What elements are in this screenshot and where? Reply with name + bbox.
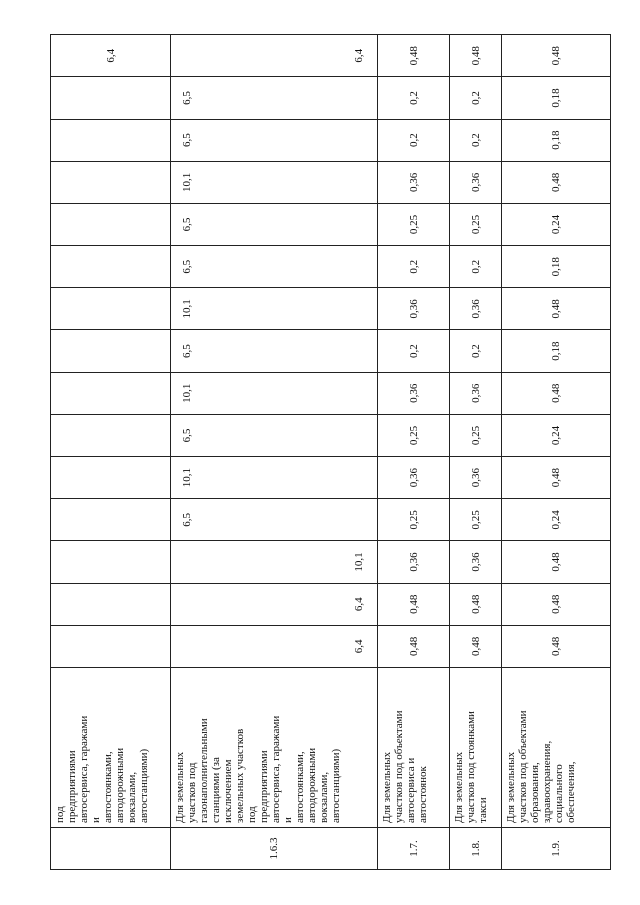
rate-value-cell — [51, 541, 171, 583]
rate-value-cell: 10,1 — [171, 161, 378, 203]
rate-value-cell: 6,5 — [171, 499, 378, 541]
table-row — [171, 35, 378, 870]
table-row — [502, 35, 611, 870]
rate-value-cell: 0,36 — [378, 541, 450, 583]
rate-value-cell: 6,5 — [171, 414, 378, 456]
row-number-cell — [51, 828, 171, 870]
rate-value-cell — [51, 625, 171, 667]
rate-value-cell: 0,24 — [502, 203, 611, 245]
row-description-cell: Для земельных участков под газонаполнительными станциями (за исключением земельных участков под предприятиями автосервиса, гаражами и автостоянками, автодорожными вокзалами, автостанциями) — [171, 668, 378, 828]
table-row — [450, 35, 502, 870]
land-tax-rates-table — [50, 34, 611, 870]
rate-value-cell: 6,4 — [171, 583, 378, 625]
rate-value-cell: 0,36 — [378, 457, 450, 499]
rate-value-cell — [51, 583, 171, 625]
rate-value-cell: 0,48 — [378, 625, 450, 667]
rate-value-cell — [51, 499, 171, 541]
rate-value-cell: 0,2 — [450, 119, 502, 161]
table-row — [51, 35, 171, 870]
rate-value-cell: 0,36 — [450, 541, 502, 583]
rate-value-cell: 0,36 — [450, 457, 502, 499]
rate-value-cell: 0,48 — [378, 583, 450, 625]
rate-value-cell — [51, 119, 171, 161]
rate-value-cell — [51, 457, 171, 499]
row-number-cell: 1.7. — [378, 828, 450, 870]
rate-value-cell: 0,25 — [450, 414, 502, 456]
rate-value-cell: 10,1 — [171, 372, 378, 414]
rate-value-cell — [51, 246, 171, 288]
rate-value-cell: 0,48 — [502, 457, 611, 499]
rate-value-cell: 0,25 — [450, 203, 502, 245]
rate-value-cell: 0,18 — [502, 119, 611, 161]
rate-value-cell: 0,25 — [378, 499, 450, 541]
row-description-cell: Для земельных участков под объектами автосервиса и автостоянок — [378, 668, 450, 828]
rate-value-cell: 0,48 — [450, 625, 502, 667]
rate-value-cell: 0,2 — [450, 330, 502, 372]
rate-value-cell: 0,2 — [378, 119, 450, 161]
rate-value-cell — [51, 330, 171, 372]
rate-value-cell: 0,48 — [502, 583, 611, 625]
rate-value-cell: 0,18 — [502, 330, 611, 372]
rate-value-cell: 0,25 — [378, 414, 450, 456]
rate-value-cell: 0,36 — [450, 288, 502, 330]
rate-value-cell: 6,5 — [171, 77, 378, 119]
rate-value-cell: 6,4 — [171, 35, 378, 77]
rate-value-cell: 0,48 — [502, 541, 611, 583]
row-number-cell: 1.8. — [450, 828, 502, 870]
row-description-cell: Для земельных участков под объектами образования, здравоохранения, социального обеспечения, — [502, 668, 611, 828]
rate-value-cell: 10,1 — [171, 541, 378, 583]
rate-value-cell — [51, 203, 171, 245]
rate-value-cell: 0,36 — [378, 161, 450, 203]
rate-value-cell: 6,4 — [51, 35, 171, 77]
rate-value-cell: 0,2 — [378, 246, 450, 288]
rate-value-cell: 0,36 — [450, 372, 502, 414]
rate-value-cell: 0,36 — [450, 161, 502, 203]
rate-value-cell: 0,48 — [502, 161, 611, 203]
row-description-cell: Для земельных участков под стоянками такси — [450, 668, 502, 828]
rate-value-cell: 0,18 — [502, 77, 611, 119]
row-number-cell: 1.6.3 — [171, 828, 378, 870]
rotated-table-container — [50, 34, 610, 870]
rate-value-cell — [51, 77, 171, 119]
rate-value-cell: 0,18 — [502, 246, 611, 288]
rate-value-cell: 0,2 — [450, 246, 502, 288]
rate-value-cell — [51, 414, 171, 456]
rate-value-cell: 0,24 — [502, 499, 611, 541]
rate-value-cell: 0,2 — [378, 330, 450, 372]
rate-value-cell: 0,48 — [502, 372, 611, 414]
rate-value-cell: 0,25 — [450, 499, 502, 541]
table-row — [378, 35, 450, 870]
rate-value-cell: 0,36 — [378, 288, 450, 330]
rate-value-cell: 0,2 — [450, 77, 502, 119]
rate-value-cell: 0,48 — [450, 35, 502, 77]
rate-value-cell: 0,48 — [502, 288, 611, 330]
rate-value-cell: 10,1 — [171, 457, 378, 499]
rate-value-cell — [51, 288, 171, 330]
rate-value-cell: 6,5 — [171, 330, 378, 372]
rate-value-cell: 0,24 — [502, 414, 611, 456]
rate-value-cell: 6,5 — [171, 203, 378, 245]
rate-value-cell: 0,48 — [502, 35, 611, 77]
row-description-cell: под предприятиями автосервиса, гаражами и автостоянками, автодорожными вокзалами, автостанциями) — [51, 668, 171, 828]
rate-value-cell — [51, 161, 171, 203]
rate-value-cell: 6,4 — [171, 625, 378, 667]
rate-value-cell: 0,48 — [450, 583, 502, 625]
rate-value-cell: 0,48 — [502, 625, 611, 667]
rate-value-cell: 0,25 — [378, 203, 450, 245]
rate-value-cell: 6,5 — [171, 119, 378, 161]
row-number-cell: 1.9. — [502, 828, 611, 870]
rate-value-cell — [51, 372, 171, 414]
rate-value-cell: 0,36 — [378, 372, 450, 414]
rate-value-cell: 10,1 — [171, 288, 378, 330]
rate-value-cell: 6,5 — [171, 246, 378, 288]
rate-value-cell: 0,48 — [378, 35, 450, 77]
rate-value-cell: 0,2 — [378, 77, 450, 119]
